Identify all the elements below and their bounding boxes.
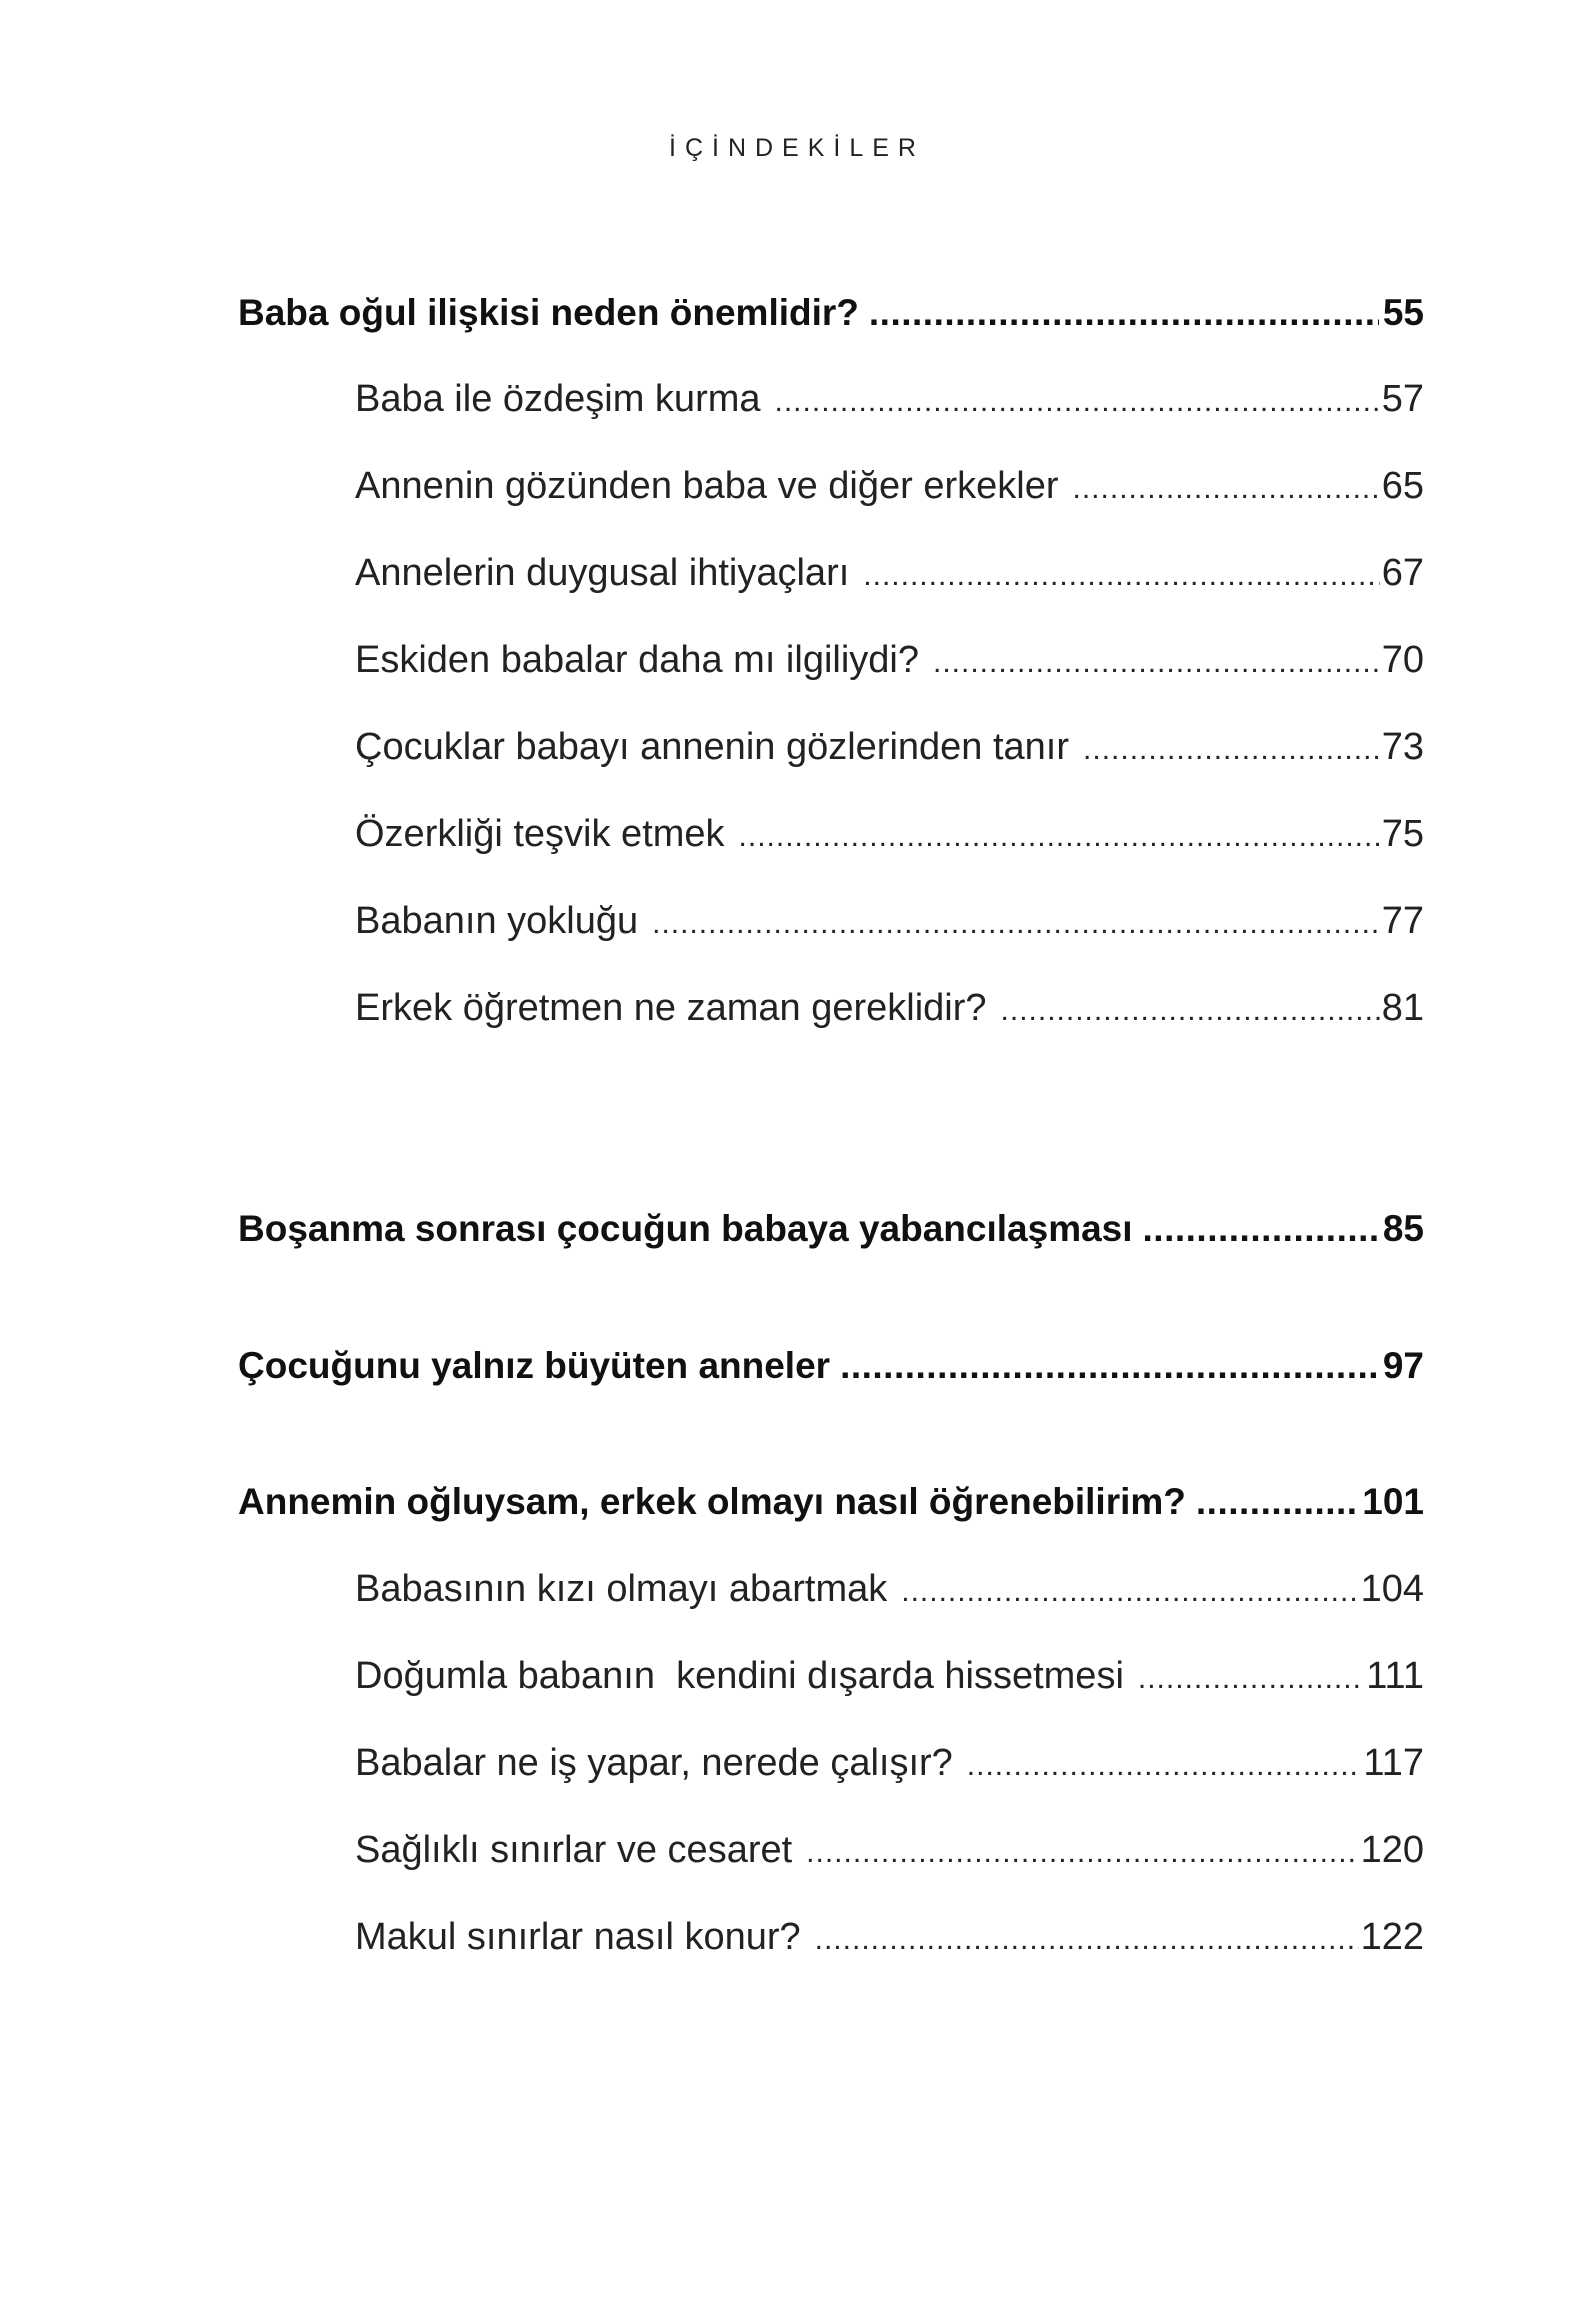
dot-leader [815, 1916, 1359, 1959]
toc-section-entry [355, 813, 1424, 856]
dot-leader [933, 639, 1380, 682]
dot-leader [840, 1345, 1379, 1387]
toc-chapter-entry [238, 1481, 1424, 1523]
toc-entry-page: 77 [1381, 900, 1424, 942]
toc-entry-page: 101 [1362, 1481, 1424, 1522]
dot-leader [1138, 1655, 1364, 1698]
toc-section-entry [355, 726, 1424, 769]
toc-entry-title: Çocuklar babayı annenin gözlerinden tanır [355, 726, 1070, 768]
toc-entry-title: Sağlıklı sınırlar ve cesaret [355, 1829, 793, 1871]
dot-leader [806, 1829, 1358, 1872]
toc-section-entry [355, 1655, 1424, 1698]
toc-entry-page: 117 [1363, 1742, 1424, 1784]
toc-entry-title: Özerkliği teşvik etmek [355, 813, 725, 855]
toc-section-entry [355, 552, 1424, 595]
dot-leader [1001, 987, 1380, 1030]
toc-entry-title: Annelerin duygusal ihtiyaçları [355, 552, 850, 594]
toc-entry-title: Eskiden babalar daha mı ilgiliydi? [355, 639, 919, 681]
toc-entry-title: Babasının kızı olmayı abartmak [355, 1568, 888, 1610]
toc-entry-page: 73 [1381, 726, 1424, 768]
dot-leader [901, 1568, 1358, 1611]
toc-section-entry [355, 378, 1424, 421]
toc-entry-title: Babanın yokluğu [355, 900, 639, 942]
toc-section-entry [355, 1568, 1424, 1611]
toc-entry-page: 67 [1381, 552, 1424, 594]
toc-entry-title: Annemin oğluysam, erkek olmayı nasıl öğrenebilirim? [238, 1481, 1186, 1522]
toc-entry-title: Makul sınırlar nasıl konur? [355, 1916, 801, 1958]
dot-leader [1073, 465, 1380, 508]
toc-entry-title: Çocuğunu yalnız büyüten anneler [238, 1345, 831, 1386]
dot-leader [1083, 726, 1380, 769]
toc-entry-title: Baba ile özdeşim kurma [355, 378, 761, 420]
toc-entry-page: 55 [1382, 292, 1424, 333]
toc-chapter-entry [238, 292, 1424, 334]
page-header: İÇİNDEKİLER [669, 134, 925, 162]
toc-entry-page: 122 [1360, 1916, 1424, 1958]
toc-section-entry [355, 639, 1424, 682]
toc-entry-title: Babalar ne iş yapar, nerede çalışır? [355, 1742, 953, 1784]
dot-leader [739, 813, 1380, 856]
toc-entry-page: 85 [1382, 1208, 1424, 1249]
dot-leader [967, 1742, 1362, 1785]
toc-entry-page: 120 [1360, 1829, 1424, 1871]
toc-entry-title: Boşanma sonrası çocuğun babaya yabancılaşması [238, 1208, 1133, 1249]
toc-entry-title: Erkek öğretmen ne zaman gereklidir? [355, 987, 987, 1029]
toc-section-entry [355, 1742, 1424, 1785]
toc-section-entry [355, 1829, 1424, 1872]
dot-leader [775, 378, 1380, 421]
toc-entry-page: 75 [1381, 813, 1424, 855]
toc-entry-title: Doğumla babanın kendini dışarda hissetmesi [355, 1655, 1124, 1697]
dot-leader [652, 900, 1380, 943]
toc-section-entry [355, 900, 1424, 943]
toc-entry-page: 70 [1381, 639, 1424, 681]
dot-leader [869, 292, 1379, 334]
toc-section-entry [355, 465, 1424, 508]
dot-leader [1143, 1208, 1379, 1250]
toc-entry-page: 104 [1360, 1568, 1424, 1610]
toc-section-entry [355, 987, 1424, 1030]
toc-chapter-entry [238, 1208, 1424, 1250]
toc-chapter-entry [238, 1345, 1424, 1387]
toc-entry-page: 65 [1381, 465, 1424, 507]
toc-entry-page: 97 [1382, 1345, 1424, 1386]
toc-entry-page: 81 [1381, 987, 1424, 1029]
dot-leader [1196, 1481, 1358, 1523]
toc-entry-page: 57 [1381, 378, 1424, 420]
toc-entry-title: Baba oğul ilişkisi neden önemlidir? [238, 292, 859, 333]
toc-entry-page: 111 [1366, 1655, 1424, 1697]
toc-entry-title: Annenin gözünden baba ve diğer erkekler [355, 465, 1059, 507]
dot-leader [863, 552, 1379, 595]
toc-section-entry [355, 1916, 1424, 1959]
